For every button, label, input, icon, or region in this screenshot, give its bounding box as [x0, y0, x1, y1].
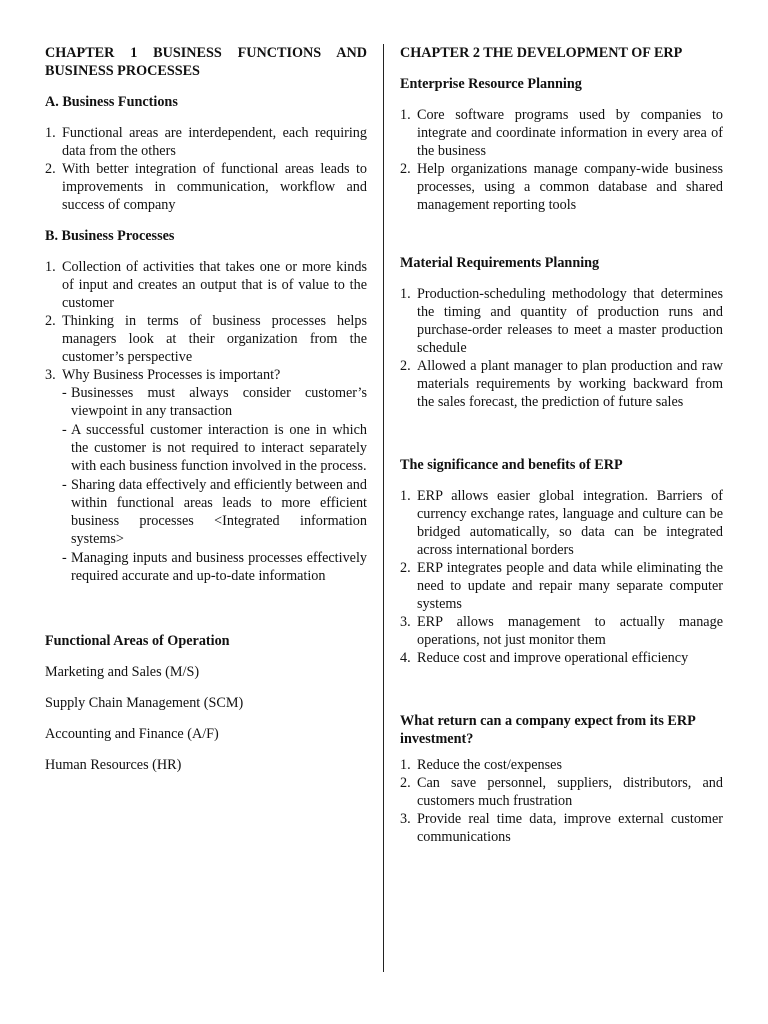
functional-area-item: Human Resources (HR)	[45, 757, 182, 773]
list-item-text: Can save personnel, suppliers, distributors, and customers much frustration	[417, 775, 723, 809]
list-item	[400, 106, 723, 160]
section-b-list	[45, 258, 367, 585]
list-item	[400, 357, 723, 411]
list-number: 1.	[400, 107, 411, 123]
list-item	[400, 160, 723, 214]
sub-list-item	[62, 476, 367, 548]
chapter2-title: CHAPTER 2 THE DEVELOPMENT OF ERP	[400, 45, 683, 61]
list-number: 3.	[400, 811, 411, 827]
sub-list-item-text: Businesses must always consider customer’s viewpoint in any transaction	[71, 385, 367, 419]
sub-list-item	[62, 384, 367, 420]
list-item	[45, 124, 367, 160]
list-item	[45, 312, 367, 366]
functional-area-item: Supply Chain Management (SCM)	[45, 695, 244, 711]
section-b-title: B. Business Processes	[45, 228, 175, 244]
list-item	[400, 810, 723, 846]
list-item-text: ERP allows easier global integration. Barriers of currency exchange rates, language and culture can be bridged automatically, so data can be integrated across international borders	[417, 488, 723, 558]
mrp-title: Material Requirements Planning	[400, 255, 600, 271]
list-item	[400, 774, 723, 810]
list-item-text: Reduce the cost/expenses	[417, 757, 562, 773]
sub-list-item-text: Sharing data effectively and efficiently between and within functional areas leads to more efficient business processes <Integrated information systems>	[71, 477, 367, 547]
list-item-text: Collection of activities that takes one or more kinds of input and creates an output that is of value to the customer	[62, 259, 367, 311]
list-number: 2.	[400, 560, 411, 576]
dash-mark: -	[62, 385, 67, 401]
functional-areas-title: Functional Areas of Operation	[45, 633, 230, 649]
sub-list-item	[62, 549, 367, 585]
list-item	[400, 649, 723, 667]
right-column	[400, 44, 723, 859]
functional-area-item: Marketing and Sales (M/S)	[45, 664, 200, 680]
why-important-sublist	[62, 384, 367, 585]
list-item	[400, 613, 723, 649]
significance-title: The significance and benefits of ERP	[400, 457, 623, 473]
erp-list	[400, 106, 723, 214]
section-a-title: A. Business Functions	[45, 94, 178, 110]
list-number: 1.	[400, 488, 411, 504]
list-item-text: ERP allows management to actually manage operations, not just monitor them	[417, 614, 723, 648]
list-item	[45, 160, 367, 214]
list-number: 1.	[400, 286, 411, 302]
dash-mark: -	[62, 550, 67, 566]
list-item	[400, 756, 723, 774]
list-item-text: Functional areas are interdependent, each requiring data from the others	[62, 125, 367, 159]
list-item-text: Provide real time data, improve external customer communications	[417, 811, 723, 845]
spacer	[400, 227, 723, 254]
spacer	[45, 598, 367, 632]
list-number: 2.	[45, 161, 56, 177]
list-item-text: Production-scheduling methodology that determines the timing and quantity of production runs and purchase-order releases to meet a master production schedule	[417, 286, 723, 356]
list-number: 2.	[400, 358, 411, 374]
list-item	[45, 366, 367, 585]
list-item-text: Reduce cost and improve operational efficiency	[417, 650, 689, 666]
sub-list-item	[62, 421, 367, 475]
list-item-text: Thinking in terms of business processes helps managers look at their organization from the customer’s perspective	[62, 313, 367, 365]
return-list	[400, 756, 723, 846]
sub-list-item-text: A successful customer interaction is one in which the customer is not required to interact separately with each business function involved in the process.	[71, 422, 367, 474]
list-item-text: Core software programs used by companies to integrate and coordinate information in every area of the business	[417, 107, 723, 159]
mrp-list	[400, 285, 723, 411]
list-item	[400, 487, 723, 559]
list-item-text: With better integration of functional areas leads to improvements in communication, workflow and success of company	[62, 161, 367, 213]
list-item-text: Help organizations manage company-wide business processes, using a common database and shared management reporting tools	[417, 161, 723, 213]
list-item-text: Why Business Processes is important?	[62, 367, 281, 383]
list-number: 3.	[45, 367, 56, 383]
spacer	[400, 680, 723, 712]
list-item-text: ERP integrates people and data while eliminating the need to update and repair many separate computer systems	[417, 560, 723, 612]
list-item	[400, 559, 723, 613]
list-item-text: Allowed a plant manager to plan production and raw materials requirements by working backward from the sales forecast, the prediction of future sales	[417, 358, 723, 410]
return-title: What return can a company expect from its ERP investment?	[400, 713, 696, 747]
functional-area-item: Accounting and Finance (A/F)	[45, 726, 219, 742]
list-number: 4.	[400, 650, 411, 666]
column-divider	[383, 44, 384, 972]
significance-list	[400, 487, 723, 667]
sub-list-item-text: Managing inputs and business processes effectively required accurate and up-to-date information	[71, 550, 367, 584]
list-number: 2.	[45, 313, 56, 329]
list-number: 1.	[45, 259, 56, 275]
list-number: 3.	[400, 614, 411, 630]
chapter1-title: CHAPTER 1 BUSINESS FUNCTIONS AND BUSINESS PROCESSES	[45, 45, 367, 79]
spacer	[400, 424, 723, 456]
list-number: 2.	[400, 161, 411, 177]
list-number: 2.	[400, 775, 411, 791]
erp-title: Enterprise Resource Planning	[400, 76, 582, 92]
dash-mark: -	[62, 422, 67, 438]
list-item	[45, 258, 367, 312]
list-number: 1.	[45, 125, 56, 141]
left-column	[45, 44, 367, 787]
dash-mark: -	[62, 477, 67, 493]
list-item	[400, 285, 723, 357]
list-number: 1.	[400, 757, 411, 773]
section-a-list	[45, 124, 367, 214]
